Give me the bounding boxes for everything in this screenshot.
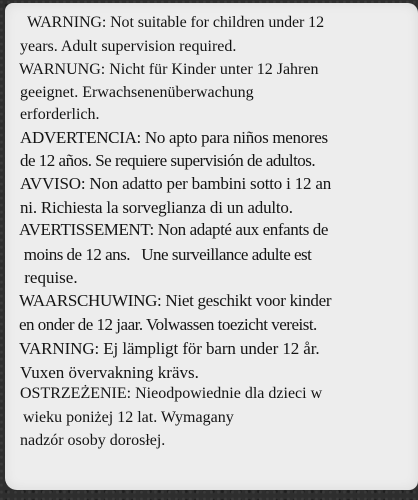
warning-fr-line-1: AVERTISSEMENT: Non adapté aux enfants de xyxy=(19,220,329,239)
warning-nl-line-1: WAARSCHUWING: Niet geschikt voor kinder xyxy=(19,291,332,310)
warning-de-line-2: geeignet. Erwachsenenüberwachung xyxy=(20,84,254,101)
warning-sv-line-1: VARNING: Ej lämpligt för barn under 12 år. xyxy=(19,339,320,358)
warning-pl-line-2: wieku poniżej 12 lat. Wymagany xyxy=(19,409,234,426)
warning-de-line-1: WARNUNG: Nicht für Kinder unter 12 Jahren xyxy=(19,61,319,78)
warning-fr-line-3: requise. xyxy=(20,268,78,287)
warning-it-line-2: ni. Richiesta la sorveglianza di un adulto. xyxy=(20,198,293,217)
warning-es-line-1: ADVERTENCIA: No apto para niños menores xyxy=(20,128,328,147)
warning-de-line-3: erforderlich. xyxy=(20,106,100,123)
warning-en-line-2: years. Adult supervision required. xyxy=(20,38,237,55)
warning-es-line-2: de 12 años. Se requiere supervisión de adultos. xyxy=(20,151,316,170)
warning-nl-line-2: en onder de 12 jaar. Volwassen toezicht vereist. xyxy=(19,315,317,334)
warning-en-line-1: WARNING: Not suitable for children under 12 xyxy=(27,14,324,31)
warning-it-line-1: AVVISO: Non adatto per bambini sotto i 12 an xyxy=(20,174,332,193)
warning-sv-line-2: Vuxen övervakning krävs. xyxy=(20,363,199,382)
warning-fr-line-2: moins de 12 ans. Une surveillance adulte est xyxy=(20,245,312,264)
warning-label xyxy=(5,3,418,490)
warning-pl-line-3: nadzór osoby dorosłej. xyxy=(20,432,166,449)
warning-pl-line-1: OSTRZEŻENIE: Nieodpowiednie dla dzieci w xyxy=(20,385,323,402)
